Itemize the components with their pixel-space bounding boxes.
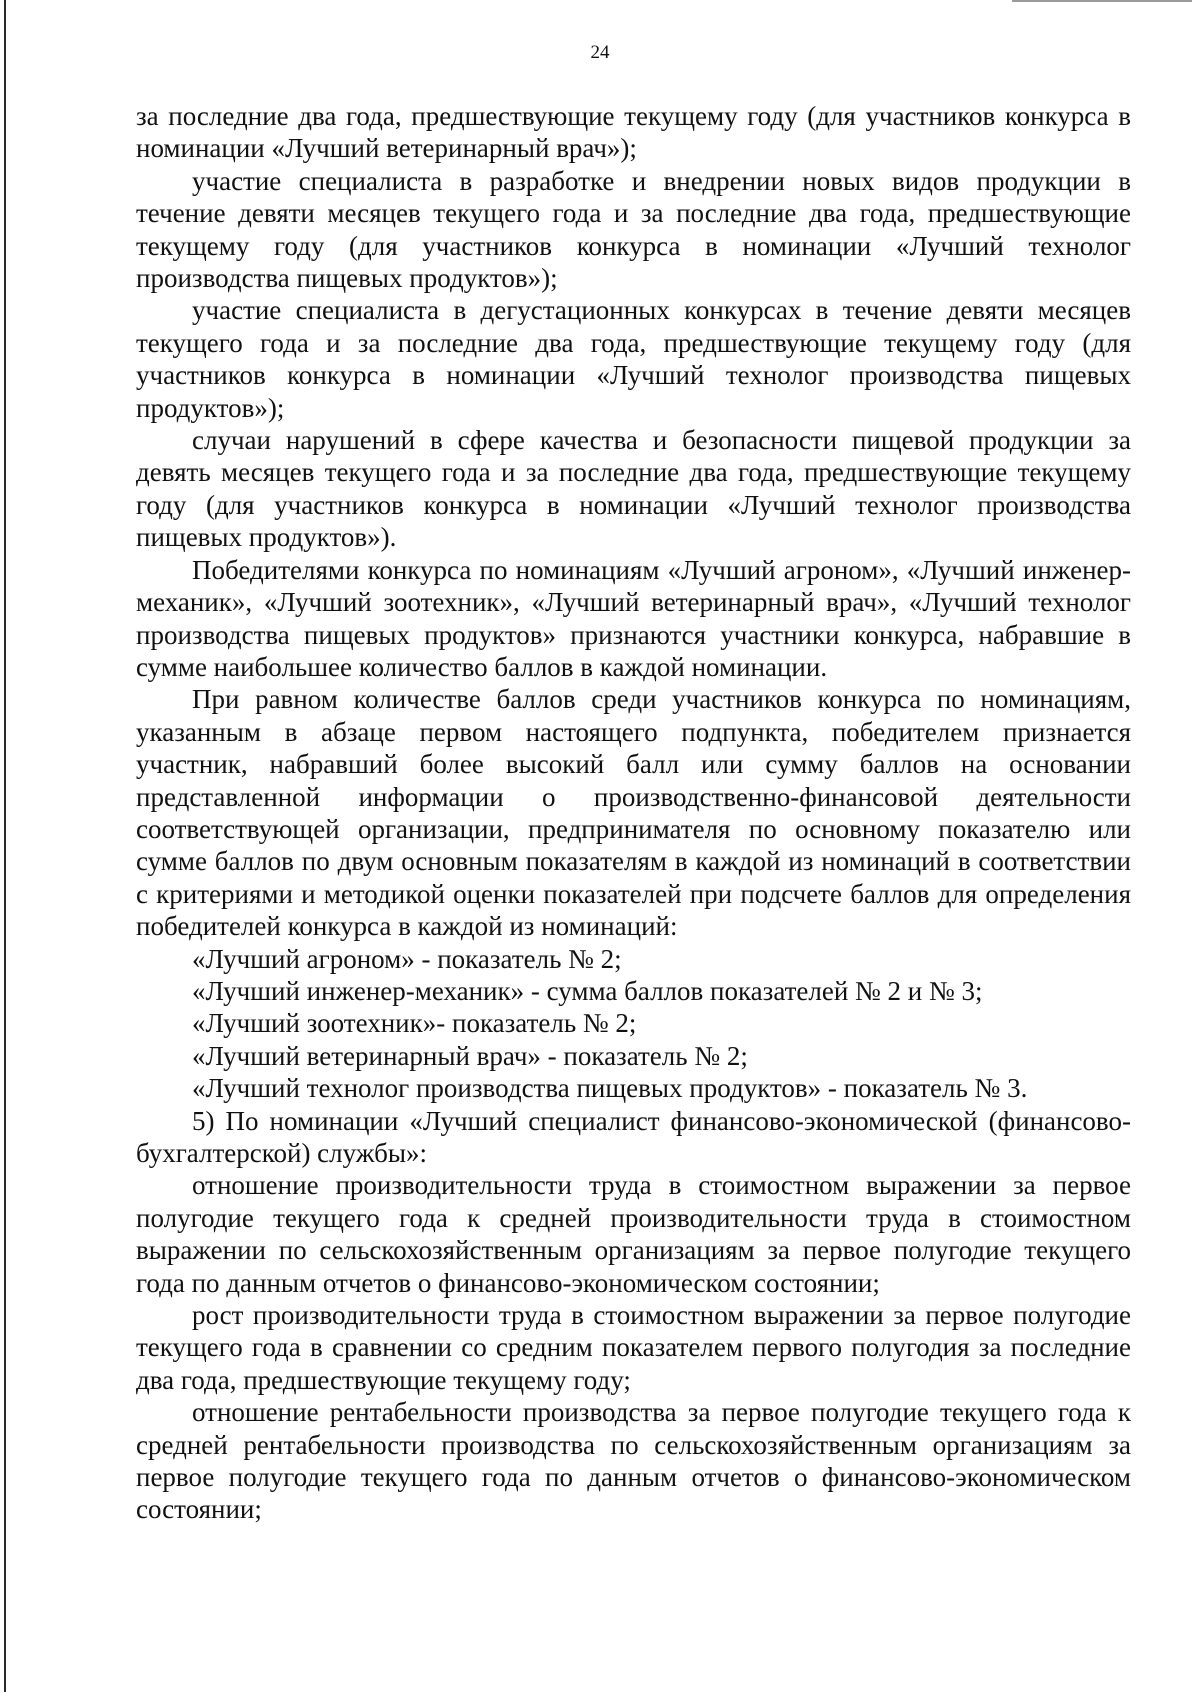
paragraph: отношение производительности труда в стоимостном выражении за первое полугодие текущего года к средней производительности труда в стоимостном выражении по сельскохозяйственным организациям за первое полугодие текущего года по данным отчетов о финансово-экономическом состоянии; xyxy=(136,1170,1131,1298)
scan-edge-top-mark xyxy=(1012,0,1192,2)
paragraph: случаи нарушений в сфере качества и безопасности пищевой продукции за девять месяцев текущего года и за последние два года, предшествующие текущему году (для участников конкурса в номинации «Лучший технолог производства пищевых продуктов»). xyxy=(136,425,1131,553)
scan-edge-left-border xyxy=(4,0,6,1692)
section-heading-item: 5) По номинации «Лучший специалист финансово-экономической (финансово-бухгалтерской) службы»: xyxy=(136,1105,1131,1168)
paragraph: рост производительности труда в стоимостном выражении за первое полугодие текущего года в сравнении со средним показателем первого полугодия за последние два года, предшествующие текущему году; xyxy=(136,1300,1131,1395)
paragraph-continuation: за последние два года, предшествующие текущему году (для участников конкурса в номинации «Лучший ветеринарный врач»); xyxy=(136,101,1131,164)
document-body xyxy=(136,100,1131,1526)
paragraph: При равном количестве баллов среди участников конкурса по номинациям, указанным в абзаце первом настоящего подпункта, победителем признается участник, набравший более высокий балл или сумму баллов на основании представленной информации о производственно-финансовой деятельности соответствующей организации, предпринимателя по основному показателю или сумме баллов по двум основным показателям в каждой из номинаций в соответствии с критериями и методикой оценки показателей при подсчете баллов для определения победителей конкурса в каждой из номинаций: xyxy=(136,684,1131,942)
paragraph: участие специалиста в дегустационных конкурсах в течение девяти месяцев текущего года и за последние два года, предшествующие текущему году (для участников конкурса в номинации «Лучший технолог производства пищевых продуктов»); xyxy=(136,295,1131,423)
list-item: «Лучший ветеринарный врач» - показатель № 2; xyxy=(192,1040,748,1071)
paragraph: Победителями конкурса по номинациям «Лучший агроном», «Лучший инженер-механик», «Лучший зоотехник», «Лучший ветеринарный врач», «Лучший технолог производства пищевых продуктов» признаются участники конкурса, набравшие в сумме наибольшее количество баллов в каждой номинации. xyxy=(136,554,1131,682)
list-item: «Лучший технолог производства пищевых продуктов» - показатель № 3. xyxy=(192,1073,1028,1104)
page-number: 24 xyxy=(590,42,610,63)
list-item: «Лучший инженер-механик» - сумма баллов показателей № 2 и № 3; xyxy=(192,975,983,1006)
list-item: «Лучший зоотехник»- показатель № 2; xyxy=(192,1008,637,1039)
paragraph: участие специалиста в разработке и внедрении новых видов продукции в течение девяти месяцев текущего года и за последние два года, предшествующие текущему году (для участников конкурса в номинации «Лучший технолог производства пищевых продуктов»); xyxy=(136,165,1131,294)
list-item: «Лучший агроном» - показатель № 2; xyxy=(192,943,622,974)
paragraph: отношение рентабельности производства за первое полугодие текущего года к средней рентабельности производства по сельскохозяйственным организациям за первое полугодие текущего года по данным отчетов о финансово-экономическом состоянии; xyxy=(136,1397,1131,1525)
